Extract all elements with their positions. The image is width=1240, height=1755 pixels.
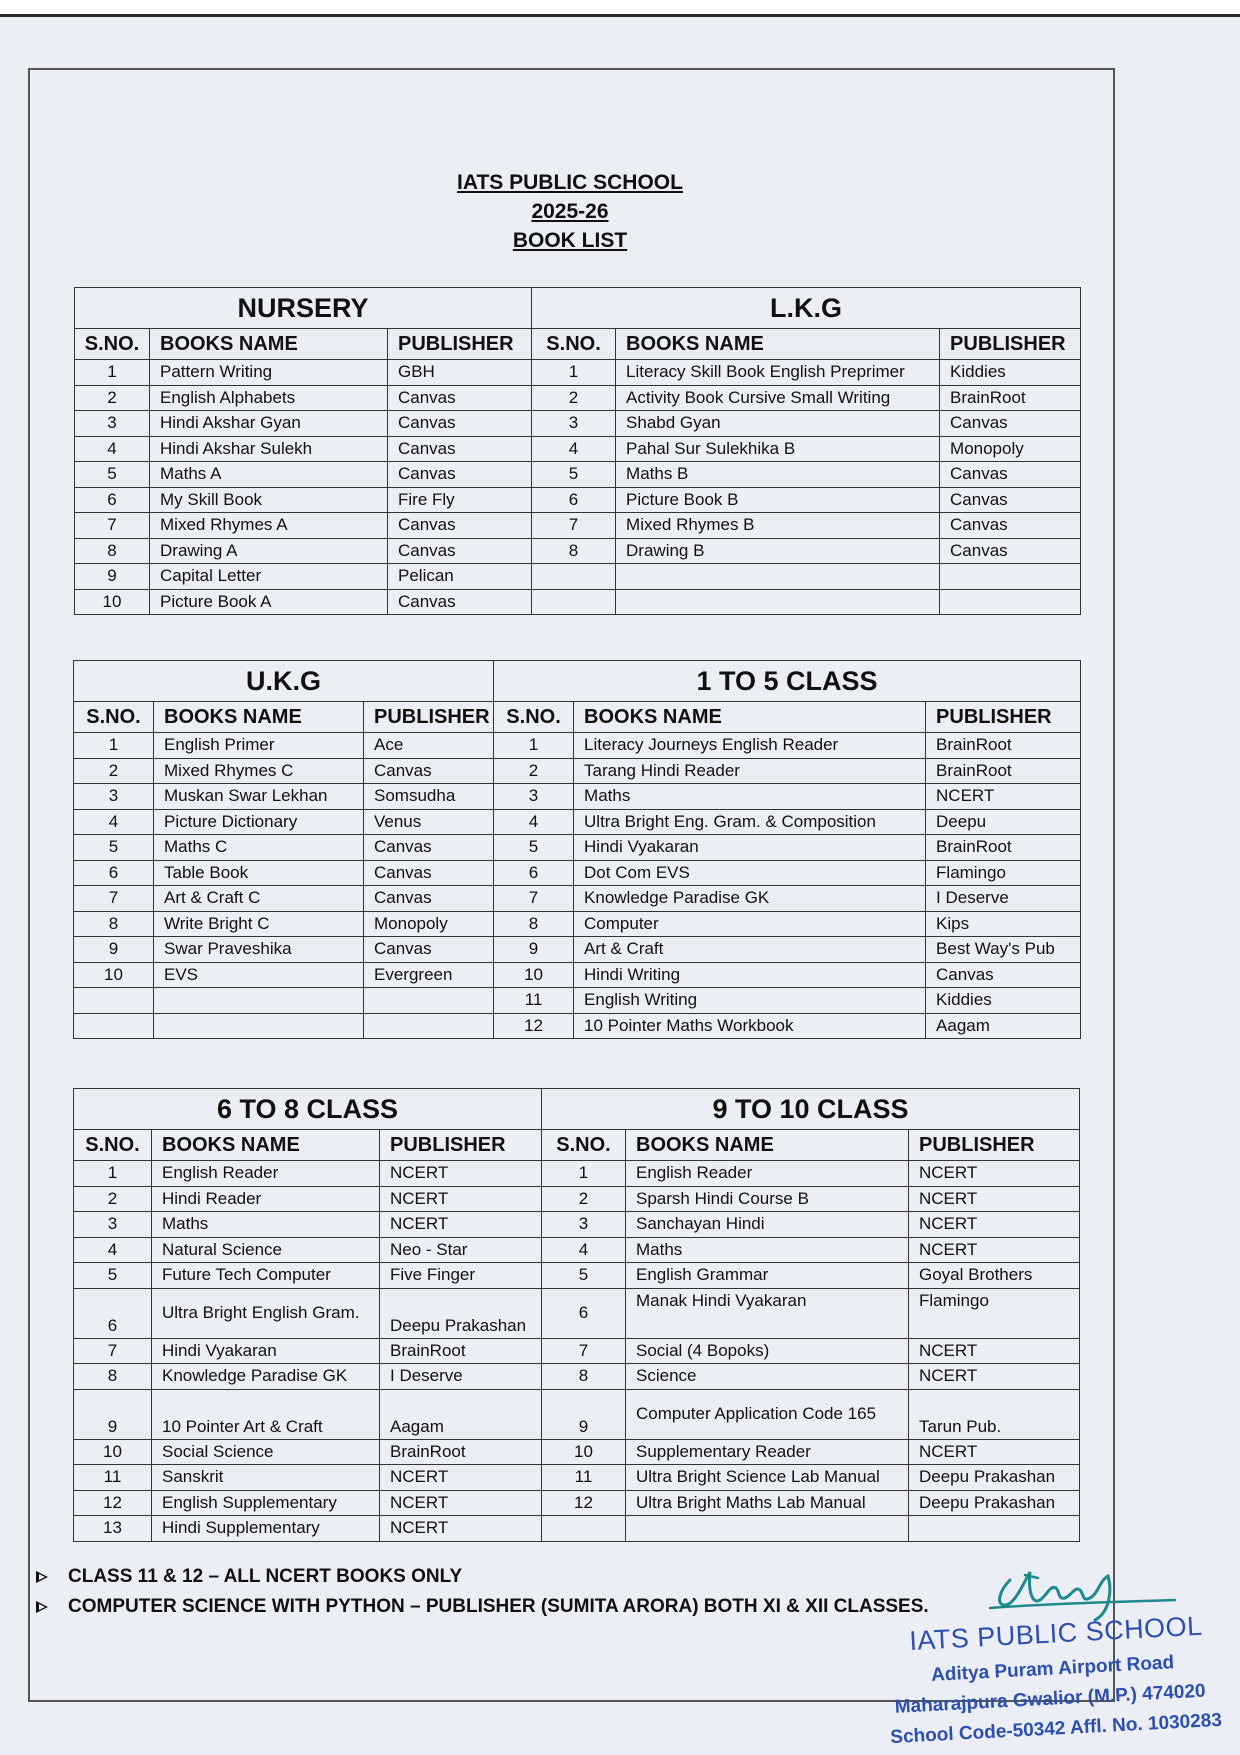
publisher-cell: NCERT <box>909 1338 1080 1364</box>
table-row <box>74 1389 1080 1439</box>
sno-cell: 9 <box>494 937 574 963</box>
publisher-cell: NCERT <box>380 1212 542 1238</box>
notes-list <box>36 1562 929 1622</box>
column-header-publisher: PUBLISHER <box>940 329 1081 360</box>
publisher-cell: Kiddies <box>940 360 1081 386</box>
column-header-sno: S.NO. <box>494 702 574 733</box>
publisher-cell: BrainRoot <box>926 733 1081 759</box>
sno-cell: 1 <box>494 733 574 759</box>
table-row <box>75 360 1081 386</box>
table-row <box>74 860 1081 886</box>
sno-cell: 6 <box>532 487 616 513</box>
column-header-book: BOOKS NAME <box>152 1130 380 1161</box>
column-header-sno: S.NO. <box>75 329 150 360</box>
book-cell: Social Science <box>152 1439 380 1465</box>
section-title-nursery: NURSERY <box>75 288 532 329</box>
book-cell: Maths C <box>154 835 364 861</box>
nursery-lkg-table <box>74 287 1081 615</box>
book-cell: Future Tech Computer <box>152 1263 380 1289</box>
publisher-cell: Canvas <box>940 538 1081 564</box>
book-cell: English Writing <box>574 988 926 1014</box>
column-header-book: BOOKS NAME <box>626 1130 909 1161</box>
publisher-cell: Canvas <box>364 758 494 784</box>
sno-cell: 1 <box>532 360 616 386</box>
sno-cell: 3 <box>74 1212 152 1238</box>
sno-cell: 6 <box>542 1288 626 1338</box>
sno-cell: 12 <box>542 1490 626 1516</box>
sno-cell: 6 <box>494 860 574 886</box>
book-cell: Art & Craft C <box>154 886 364 912</box>
sno-cell: 10 <box>74 1439 152 1465</box>
list-title: BOOK LIST <box>512 229 628 252</box>
publisher-cell: NCERT <box>380 1490 542 1516</box>
book-cell: Sanskrit <box>152 1465 380 1491</box>
sno-cell: 10 <box>75 589 150 615</box>
sno-cell: 4 <box>532 436 616 462</box>
book-cell: Manak Hindi Vyakaran <box>626 1288 909 1338</box>
publisher-cell: Somsudha <box>364 784 494 810</box>
book-cell: Mixed Rhymes A <box>150 513 388 539</box>
sno-cell: 3 <box>542 1212 626 1238</box>
publisher-cell: Ace <box>364 733 494 759</box>
book-cell: Knowledge Paradise GK <box>152 1364 380 1390</box>
publisher-cell: Canvas <box>388 436 532 462</box>
publisher-cell: Goyal Brothers <box>909 1263 1080 1289</box>
publisher-cell: Canvas <box>388 538 532 564</box>
sno-cell: 1 <box>74 733 154 759</box>
book-cell: Mixed Rhymes B <box>616 513 940 539</box>
sno-cell: 7 <box>494 886 574 912</box>
table-row <box>75 513 1081 539</box>
sno-cell: 5 <box>494 835 574 861</box>
section-title-class6to8: 6 TO 8 CLASS <box>74 1089 542 1130</box>
table-row <box>75 385 1081 411</box>
table-row <box>74 1364 1080 1390</box>
column-header-publisher: PUBLISHER <box>909 1130 1080 1161</box>
sno-cell: 11 <box>542 1465 626 1491</box>
table-row <box>75 538 1081 564</box>
book-cell: Drawing A <box>150 538 388 564</box>
publisher-cell: Deepu Prakashan <box>380 1288 542 1338</box>
sno-cell: 4 <box>74 1237 152 1263</box>
book-cell: Sparsh Hindi Course B <box>626 1186 909 1212</box>
column-header-book: BOOKS NAME <box>574 702 926 733</box>
publisher-cell: BrainRoot <box>380 1439 542 1465</box>
table-row <box>74 911 1081 937</box>
sno-cell: 7 <box>74 1338 152 1364</box>
column-header-book: BOOKS NAME <box>616 329 940 360</box>
stamp-address-line: Maharajpura Gwalior (M.P.) 474020 <box>894 1680 1207 1718</box>
sno-cell: 1 <box>75 360 150 386</box>
book-cell: Sanchayan Hindi <box>626 1212 909 1238</box>
section-title-class1to5: 1 TO 5 CLASS <box>494 661 1081 702</box>
sno-cell: 5 <box>542 1263 626 1289</box>
sno-cell: 10 <box>542 1439 626 1465</box>
sno-cell: 11 <box>74 1465 152 1491</box>
publisher-cell: NCERT <box>909 1364 1080 1390</box>
book-cell: Ultra Bright Science Lab Manual <box>626 1465 909 1491</box>
table-row <box>75 589 1081 615</box>
book-cell: Tarang Hindi Reader <box>574 758 926 784</box>
book-cell: Muskan Swar Lekhan <box>154 784 364 810</box>
publisher-cell: Neo - Star <box>380 1237 542 1263</box>
table-row <box>74 937 1081 963</box>
empty-cell <box>364 988 494 1014</box>
book-cell: Hindi Supplementary <box>152 1516 380 1542</box>
book-cell: Ultra Bright Eng. Gram. & Composition <box>574 809 926 835</box>
sno-cell: 9 <box>74 937 154 963</box>
sno-cell: 4 <box>74 809 154 835</box>
sno-cell: 10 <box>74 962 154 988</box>
table-row <box>74 988 1081 1014</box>
sno-cell: 5 <box>74 835 154 861</box>
arrow-bullet-icon <box>36 1569 52 1585</box>
sno-cell: 2 <box>75 385 150 411</box>
table-row <box>75 411 1081 437</box>
book-cell: Supplementary Reader <box>626 1439 909 1465</box>
publisher-cell: Deepu Prakashan <box>909 1490 1080 1516</box>
sno-cell: 4 <box>494 809 574 835</box>
book-cell: Natural Science <box>152 1237 380 1263</box>
ukg-class1to5-table <box>73 660 1081 1039</box>
publisher-cell: Kips <box>926 911 1081 937</box>
publisher-cell: Canvas <box>940 411 1081 437</box>
document-title <box>0 168 1140 255</box>
table-row <box>75 487 1081 513</box>
publisher-cell: Canvas <box>364 860 494 886</box>
book-cell: Shabd Gyan <box>616 411 940 437</box>
sno-cell: 3 <box>494 784 574 810</box>
publisher-cell: Flamingo <box>926 860 1081 886</box>
book-cell: Capital Letter <box>150 564 388 590</box>
empty-cell <box>940 564 1081 590</box>
book-cell: Art & Craft <box>574 937 926 963</box>
school-name: IATS PUBLIC SCHOOL <box>457 171 683 194</box>
sno-cell: 1 <box>74 1161 152 1187</box>
sno-cell: 2 <box>74 758 154 784</box>
sno-cell: 8 <box>74 911 154 937</box>
publisher-cell: Best Way's Pub <box>926 937 1081 963</box>
table-row <box>74 1465 1080 1491</box>
sno-cell: 2 <box>542 1186 626 1212</box>
empty-cell <box>616 589 940 615</box>
publisher-cell: Canvas <box>364 835 494 861</box>
column-header-sno: S.NO. <box>542 1130 626 1161</box>
sno-cell: 12 <box>74 1490 152 1516</box>
sno-cell: 2 <box>494 758 574 784</box>
book-cell: Knowledge Paradise GK <box>574 886 926 912</box>
sno-cell: 9 <box>75 564 150 590</box>
table-row <box>74 835 1081 861</box>
book-cell: 10 Pointer Art & Craft <box>152 1389 380 1439</box>
book-cell: Literacy Skill Book English Preprimer <box>616 360 940 386</box>
sno-cell: 5 <box>74 1263 152 1289</box>
sno-cell: 7 <box>75 513 150 539</box>
table-row <box>74 1439 1080 1465</box>
book-cell: Swar Praveshika <box>154 937 364 963</box>
book-cell: English Supplementary <box>152 1490 380 1516</box>
session-year: 2025-26 <box>531 200 609 223</box>
publisher-cell: Canvas <box>388 513 532 539</box>
table-row <box>74 1161 1080 1187</box>
book-cell: Maths B <box>616 462 940 488</box>
sno-cell: 3 <box>75 411 150 437</box>
book-cell: Maths <box>152 1212 380 1238</box>
table-row <box>74 809 1081 835</box>
sno-cell: 4 <box>542 1237 626 1263</box>
table-row <box>74 758 1081 784</box>
sno-cell: 1 <box>542 1161 626 1187</box>
book-cell: Write Bright C <box>154 911 364 937</box>
publisher-cell: NCERT <box>909 1161 1080 1187</box>
section-title-lkg: L.K.G <box>532 288 1081 329</box>
column-header-publisher: PUBLISHER <box>388 329 532 360</box>
sno-cell: 2 <box>74 1186 152 1212</box>
book-cell: English Alphabets <box>150 385 388 411</box>
book-cell: Hindi Akshar Gyan <box>150 411 388 437</box>
book-cell: Pahal Sur Sulekhika B <box>616 436 940 462</box>
book-cell: Hindi Vyakaran <box>574 835 926 861</box>
table-row <box>74 1237 1080 1263</box>
publisher-cell: Aagam <box>926 1013 1081 1039</box>
sno-cell: 5 <box>532 462 616 488</box>
sno-cell: 10 <box>494 962 574 988</box>
sno-cell: 6 <box>74 1288 152 1338</box>
publisher-cell: NCERT <box>909 1186 1080 1212</box>
table-row <box>74 962 1081 988</box>
publisher-cell: Kiddies <box>926 988 1081 1014</box>
book-cell: Picture Book B <box>616 487 940 513</box>
publisher-cell: Aagam <box>380 1389 542 1439</box>
sno-cell: 2 <box>532 385 616 411</box>
sno-cell: 8 <box>532 538 616 564</box>
publisher-cell: Canvas <box>388 385 532 411</box>
empty-cell <box>532 589 616 615</box>
book-cell: Literacy Journeys English Reader <box>574 733 926 759</box>
publisher-cell: Evergreen <box>364 962 494 988</box>
book-cell: Maths <box>574 784 926 810</box>
sno-cell: 12 <box>494 1013 574 1039</box>
book-cell: Ultra Bright Maths Lab Manual <box>626 1490 909 1516</box>
table-row <box>74 886 1081 912</box>
sno-cell: 8 <box>74 1364 152 1390</box>
book-cell: English Primer <box>154 733 364 759</box>
publisher-cell: Five Finger <box>380 1263 542 1289</box>
sno-cell: 8 <box>542 1364 626 1390</box>
column-header-sno: S.NO. <box>532 329 616 360</box>
book-cell: Social (4 Bopoks) <box>626 1338 909 1364</box>
sno-cell: 13 <box>74 1516 152 1542</box>
book-cell: Dot Com EVS <box>574 860 926 886</box>
sno-cell: 11 <box>494 988 574 1014</box>
publisher-cell: NCERT <box>926 784 1081 810</box>
column-header-publisher: PUBLISHER <box>380 1130 542 1161</box>
sno-cell: 3 <box>74 784 154 810</box>
class6to8-class9to10-table <box>73 1088 1080 1542</box>
empty-cell <box>626 1516 909 1542</box>
publisher-cell: Monopoly <box>364 911 494 937</box>
book-cell: English Reader <box>152 1161 380 1187</box>
sno-cell: 9 <box>542 1389 626 1439</box>
publisher-cell: GBH <box>388 360 532 386</box>
note-item <box>36 1592 929 1622</box>
sno-cell: 7 <box>542 1338 626 1364</box>
table-row <box>74 733 1081 759</box>
sno-cell: 4 <box>75 436 150 462</box>
book-cell: Hindi Reader <box>152 1186 380 1212</box>
column-header-book: BOOKS NAME <box>154 702 364 733</box>
sno-cell: 8 <box>494 911 574 937</box>
stamp-school-name: IATS PUBLIC SCHOOL <box>908 1610 1204 1657</box>
table-row <box>74 1338 1080 1364</box>
book-cell: Activity Book Cursive Small Writing <box>616 385 940 411</box>
publisher-cell: Canvas <box>926 962 1081 988</box>
table-row <box>75 462 1081 488</box>
book-cell: EVS <box>154 962 364 988</box>
note-item <box>36 1562 929 1592</box>
book-cell: Drawing B <box>616 538 940 564</box>
column-header-sno: S.NO. <box>74 1130 152 1161</box>
book-cell: Computer <box>574 911 926 937</box>
sno-cell: 8 <box>75 538 150 564</box>
publisher-cell: BrainRoot <box>926 835 1081 861</box>
scan-top-edge <box>0 0 1240 17</box>
empty-cell <box>616 564 940 590</box>
empty-cell <box>532 564 616 590</box>
publisher-cell: Venus <box>364 809 494 835</box>
sno-cell: 9 <box>74 1389 152 1439</box>
table-row <box>74 1516 1080 1542</box>
empty-cell <box>909 1516 1080 1542</box>
stamp-codes-line: School Code-50342 Affl. No. 1030283 <box>889 1709 1223 1749</box>
book-cell: Science <box>626 1364 909 1390</box>
publisher-cell: Canvas <box>940 487 1081 513</box>
publisher-cell: NCERT <box>909 1439 1080 1465</box>
publisher-cell: Tarun Pub. <box>909 1389 1080 1439</box>
empty-cell <box>74 1013 154 1039</box>
book-cell: Picture Dictionary <box>154 809 364 835</box>
publisher-cell: BrainRoot <box>380 1338 542 1364</box>
publisher-cell: Deepu Prakashan <box>909 1465 1080 1491</box>
note-text: CLASS 11 & 12 – ALL NCERT BOOKS ONLY <box>68 1566 463 1587</box>
school-stamp <box>870 1559 1240 1755</box>
publisher-cell: Canvas <box>364 886 494 912</box>
book-cell: Pattern Writing <box>150 360 388 386</box>
publisher-cell: Canvas <box>940 513 1081 539</box>
book-cell: Hindi Writing <box>574 962 926 988</box>
empty-cell <box>154 988 364 1014</box>
publisher-cell: Canvas <box>940 462 1081 488</box>
book-cell: Mixed Rhymes C <box>154 758 364 784</box>
publisher-cell: Canvas <box>388 589 532 615</box>
sno-cell: 3 <box>532 411 616 437</box>
publisher-cell: NCERT <box>380 1516 542 1542</box>
publisher-cell: Canvas <box>364 937 494 963</box>
publisher-cell: Fire Fly <box>388 487 532 513</box>
publisher-cell: NCERT <box>380 1465 542 1491</box>
table-row <box>75 436 1081 462</box>
publisher-cell: I Deserve <box>380 1364 542 1390</box>
book-cell: Hindi Vyakaran <box>152 1338 380 1364</box>
empty-cell <box>940 589 1081 615</box>
publisher-cell: NCERT <box>909 1212 1080 1238</box>
book-cell: English Grammar <box>626 1263 909 1289</box>
stamp-address-line: Aditya Puram Airport Road <box>930 1652 1175 1686</box>
table-row <box>74 1263 1080 1289</box>
table-row <box>74 1212 1080 1238</box>
sno-cell: 5 <box>75 462 150 488</box>
sno-cell: 7 <box>532 513 616 539</box>
book-cell: Maths <box>626 1237 909 1263</box>
sno-cell: 6 <box>75 487 150 513</box>
table-row <box>75 564 1081 590</box>
publisher-cell: Flamingo <box>909 1288 1080 1338</box>
book-cell: Picture Book A <box>150 589 388 615</box>
book-cell: Maths A <box>150 462 388 488</box>
table-row <box>74 1186 1080 1212</box>
book-cell: Computer Application Code 165 <box>626 1389 909 1439</box>
publisher-cell: Pelican <box>388 564 532 590</box>
publisher-cell: Monopoly <box>940 436 1081 462</box>
table-row <box>74 1288 1080 1338</box>
column-header-publisher: PUBLISHER <box>364 702 494 733</box>
empty-cell <box>154 1013 364 1039</box>
table-row <box>74 1013 1081 1039</box>
section-title-class9to10: 9 TO 10 CLASS <box>542 1089 1080 1130</box>
publisher-cell: BrainRoot <box>926 758 1081 784</box>
book-cell: My Skill Book <box>150 487 388 513</box>
publisher-cell: NCERT <box>380 1161 542 1187</box>
publisher-cell: BrainRoot <box>940 385 1081 411</box>
publisher-cell: NCERT <box>380 1186 542 1212</box>
book-cell: Ultra Bright English Gram. <box>152 1288 380 1338</box>
book-cell: English Reader <box>626 1161 909 1187</box>
column-header-publisher: PUBLISHER <box>926 702 1081 733</box>
table-row <box>74 1490 1080 1516</box>
table-row <box>74 784 1081 810</box>
publisher-cell: Deepu <box>926 809 1081 835</box>
empty-cell <box>364 1013 494 1039</box>
note-text: COMPUTER SCIENCE WITH PYTHON – PUBLISHER (SUMITA ARORA) BOTH XI & XII CLASSES. <box>68 1596 929 1617</box>
book-cell: Hindi Akshar Sulekh <box>150 436 388 462</box>
publisher-cell: Canvas <box>388 462 532 488</box>
publisher-cell: I Deserve <box>926 886 1081 912</box>
sno-cell: 7 <box>74 886 154 912</box>
empty-cell <box>542 1516 626 1542</box>
publisher-cell: NCERT <box>909 1237 1080 1263</box>
section-title-ukg: U.K.G <box>74 661 494 702</box>
publisher-cell: Canvas <box>388 411 532 437</box>
column-header-sno: S.NO. <box>74 702 154 733</box>
empty-cell <box>74 988 154 1014</box>
book-cell: Table Book <box>154 860 364 886</box>
arrow-bullet-icon <box>36 1599 52 1615</box>
book-cell: 10 Pointer Maths Workbook <box>574 1013 926 1039</box>
sno-cell: 6 <box>74 860 154 886</box>
column-header-book: BOOKS NAME <box>150 329 388 360</box>
